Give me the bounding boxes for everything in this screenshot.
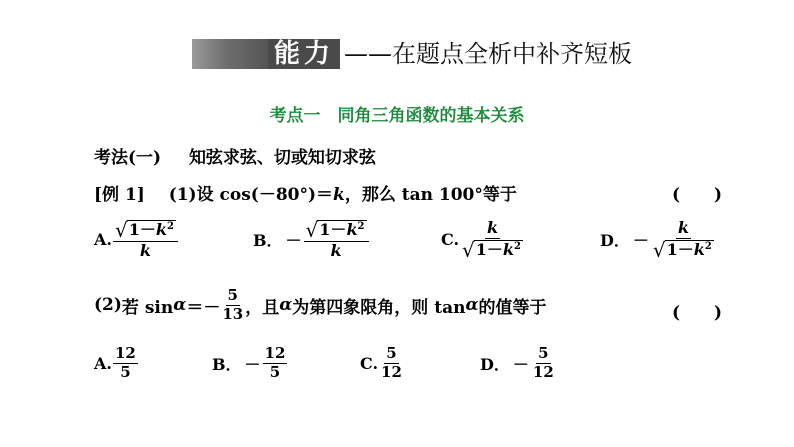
q2-option-d-num: 5 (538, 344, 549, 362)
q2-option-a-den: 5 (120, 362, 131, 381)
sqrt-var: k (693, 239, 705, 259)
q1-text-a: 设 cos(－80°)＝ (196, 185, 334, 205)
example-tag: [例 1] (94, 185, 145, 205)
q2-option-c-label: C. (360, 353, 379, 373)
sqrt-icon: √ (462, 237, 475, 262)
q2-option-c-den: 12 (381, 362, 402, 381)
q2-option-a-fraction (113, 346, 138, 381)
q1-option-a-label: A. (94, 230, 112, 250)
q2-alpha: α (173, 295, 187, 316)
q1-option-d-fraction (651, 220, 716, 260)
q1-option-d-num: k (677, 218, 689, 237)
q1-option-b-sign: － (285, 231, 302, 251)
q1-option-b-fraction (304, 220, 369, 260)
q1-option-a-den: k (139, 241, 151, 260)
section-title: 考点一 同角三角函数的基本关系 (269, 106, 525, 126)
sqrt-var: k (346, 220, 358, 239)
q1-option-c (441, 220, 525, 260)
q2-option-c-num: 5 (386, 344, 397, 362)
q1-answer-paren: ( ) (672, 185, 723, 205)
sqrt-icon: √ (652, 237, 666, 262)
q2-text-d: 的值等于 (478, 297, 547, 318)
question-2 (94, 288, 547, 323)
q1-option-d-sqrt (652, 237, 714, 262)
sqrt-var: k (155, 220, 167, 239)
header-subtitle: ——在题点全析中补齐短板 (344, 40, 632, 68)
q2-option-d-sign: － (512, 354, 529, 374)
q2-frac-den: 13 (222, 304, 244, 323)
sqrt-icon: √ (114, 218, 128, 242)
q1-option-b-sqrt (306, 220, 367, 240)
q1-option-a (94, 220, 178, 260)
q2-option-d-fraction (531, 346, 556, 381)
q2-option-d (480, 346, 556, 381)
sqrt-text: 1－ (319, 220, 347, 239)
method-tag: 考法(一) (94, 148, 162, 168)
method-title: 知弦求弦、切或知切求弦 (188, 148, 376, 168)
q1-option-a-fraction (113, 220, 178, 260)
q2-option-a-label: A. (94, 353, 112, 373)
sqrt-text: 1－ (475, 239, 503, 259)
q2-alpha-3: α (465, 295, 479, 316)
sqrt-exp: 2 (166, 221, 174, 232)
q1-option-b (253, 220, 369, 260)
q1-part: (1) (168, 185, 197, 205)
header-label: 能力 (273, 39, 334, 69)
q2-text-c: 为第四象限角，则 tan (292, 297, 466, 318)
sqrt-exp: 2 (357, 221, 365, 232)
q1-option-c-label: C. (441, 230, 460, 250)
method-line (94, 143, 376, 168)
q1-option-d-sign: － (632, 231, 649, 251)
q2-fraction (220, 288, 245, 323)
q1-option-b-label: B． (253, 231, 283, 251)
q2-option-b-num: 12 (264, 344, 286, 362)
q1-var-k: k (333, 185, 345, 205)
sqrt-var: k (502, 239, 515, 259)
q2-option-a (94, 346, 138, 381)
q2-option-b-sign: － (244, 354, 261, 374)
q1-text-b: ，那么 tan 100°等于 (344, 185, 517, 205)
sqrt-exp: 2 (704, 240, 712, 252)
q1-option-c-num: k (486, 218, 499, 237)
sqrt-exp: 2 (514, 240, 521, 252)
q1-option-b-den: k (330, 241, 342, 260)
q2-text-a: 若 sin (121, 297, 174, 318)
q1-option-d-label: D． (600, 231, 630, 251)
sqrt-text: 1－ (666, 239, 694, 259)
q2-option-b (212, 346, 287, 381)
q1-option-c-sqrt (462, 237, 523, 262)
q2-frac-num: 5 (227, 286, 238, 304)
q2-option-b-label: B． (212, 354, 242, 374)
question-1 (94, 180, 517, 205)
q2-option-c (360, 346, 404, 381)
q2-option-d-den: 12 (532, 362, 554, 381)
header-gradient-bar (192, 39, 268, 69)
q2-answer-paren: ( ) (672, 303, 723, 323)
sqrt-icon: √ (305, 218, 319, 242)
sqrt-text: 1－ (128, 220, 156, 239)
q2-option-c-fraction (379, 346, 404, 381)
q2-option-a-num: 12 (114, 344, 136, 362)
q2-alpha-2: α (279, 295, 293, 316)
q1-option-c-fraction (460, 220, 525, 260)
q2-text-eq: ＝－ (186, 297, 221, 318)
q2-option-b-den: 5 (269, 362, 281, 381)
q1-option-a-sqrt (115, 220, 176, 240)
q2-option-b-fraction (263, 346, 288, 381)
q1-option-d (600, 220, 716, 260)
q2-part: (2) (94, 295, 122, 316)
q2-text-b: ，且 (245, 297, 280, 318)
q2-option-d-label: D． (480, 354, 510, 374)
